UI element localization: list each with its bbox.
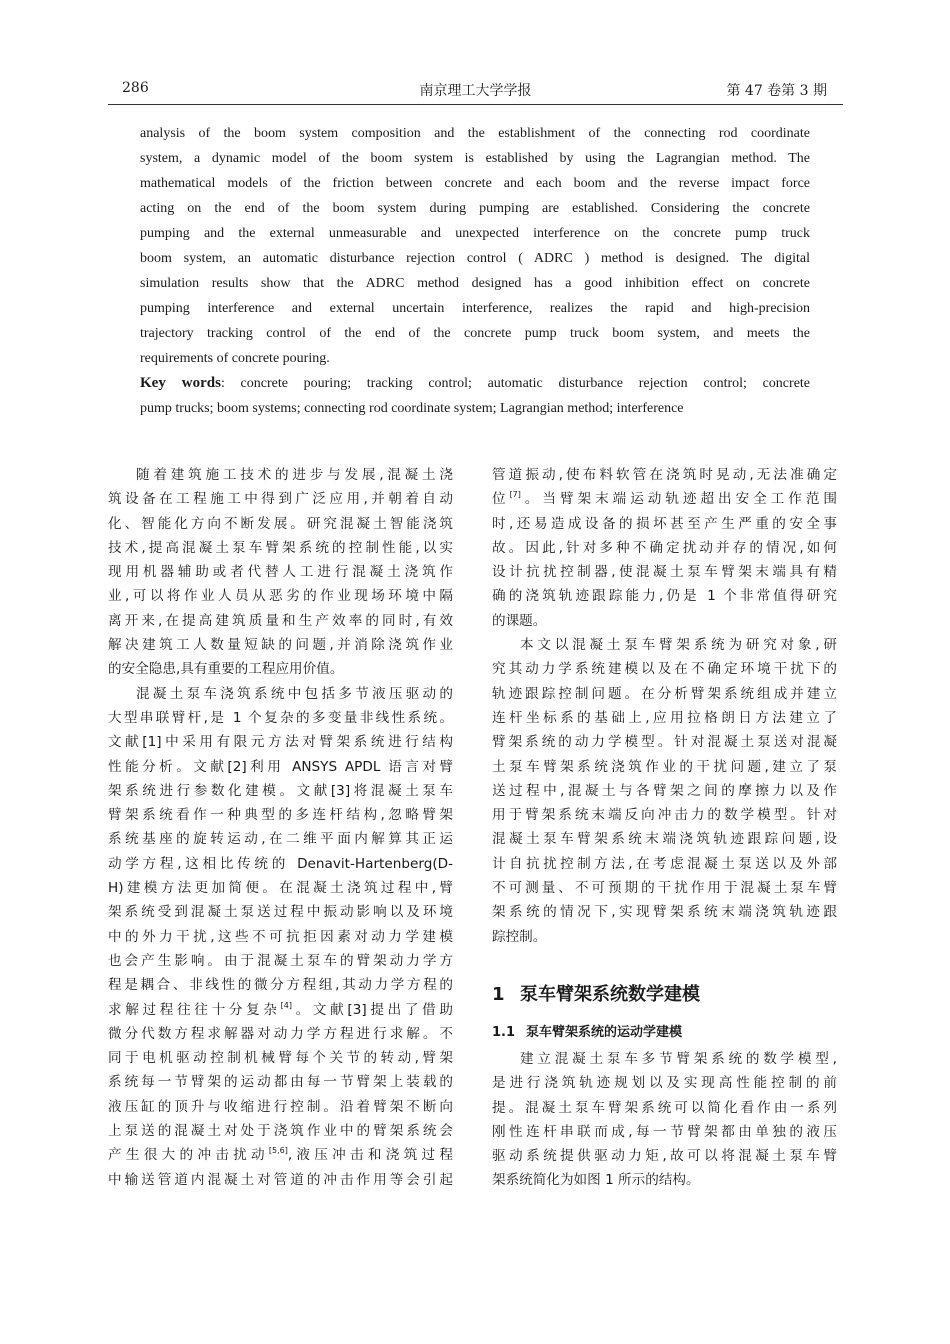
body-line: 设计抗扰控制器,使混凝土泵车臂架末端具有精 xyxy=(492,564,837,581)
body-line: 提。混凝土泵车臂架系统可以简化看作由一系列 xyxy=(492,1099,837,1116)
body-line xyxy=(108,1143,453,1167)
keywords-label: Key words xyxy=(140,375,221,391)
keywords-line-2: pump trucks; boom systems; connecting rod coordinate system; Lagrangian method; interference xyxy=(140,401,684,416)
body-line: 故。因此,针对多种不确定扰动并存的情况,如何 xyxy=(492,539,837,556)
body-line: 的课题。 xyxy=(492,612,547,629)
subsection-number: 1.1 xyxy=(492,1024,516,1040)
body-line: 动学方程,这相比传统的 Denavit-Hartenberg(D- xyxy=(108,855,453,872)
body-line xyxy=(492,487,837,511)
body-line: 中的外力干扰,这些不可抗拒因素对动力学建模 xyxy=(108,928,453,945)
body-line: 性能分析。文献[2]利用 ANSYS APDL 语言对臂 xyxy=(108,758,453,775)
body-line: 计自抗扰控制方法,在考虑混凝土泵送以及外部 xyxy=(492,855,837,872)
body-line: 也会产生影响。由于混凝土泵车的臂架动力学方 xyxy=(108,952,453,969)
body-text: 位 xyxy=(492,491,510,508)
body-text: 。当臂架末端运动轨迹超出安全工作范围 xyxy=(520,491,838,508)
body-line: 架系统的情况下,实现臂架系统末端浇筑轨迹跟 xyxy=(492,904,837,921)
abstract-line: system, a dynamic model of the boom system is established by using the Lagrangian method. The xyxy=(140,151,810,166)
body-line: 轨迹跟踪控制问题。在分析臂架系统组成并建立 xyxy=(492,685,837,702)
body-line: 驱动系统提供驱动力矩,故可以将混凝土泵车臂 xyxy=(492,1148,837,1165)
body-line: 确的浇筑轨迹跟踪能力,仍是 1 个非常值得研究 xyxy=(492,588,837,605)
body-line: 臂架系统的动力学模型。针对混凝土泵送对混凝 xyxy=(492,734,837,751)
body-line: 混凝土泵车臂架系统末端浇筑轨迹跟踪问题,设 xyxy=(492,831,837,848)
page-number: 286 xyxy=(122,80,149,96)
abstract-line: requirements of concrete pouring. xyxy=(140,351,330,366)
citation-ref: [4] xyxy=(280,1000,292,1010)
abstract-line: analysis of the boom system composition and the establishment of the connecting rod coordinate xyxy=(140,126,810,141)
body-line: 建立混凝土泵车多节臂架系统的数学模型, xyxy=(520,1050,837,1067)
body-line: 的安全隐患,具有重要的工程应用价值。 xyxy=(108,661,344,678)
body-line: 同于电机驱动控制机械臂每个关节的转动,臂架 xyxy=(108,1050,453,1067)
body-text: 产生很大的冲击扰动 xyxy=(108,1147,269,1164)
page-header xyxy=(108,80,843,105)
body-line: 上泵送的混凝土对处于浇筑作业中的臂架系统会 xyxy=(108,1123,453,1140)
body-line: 连杆坐标系的基础上,应用拉格朗日方法建立了 xyxy=(492,709,837,726)
abstract-line: simulation results show that the ADRC method designed has a good inhibition effect on concrete xyxy=(140,276,810,291)
body-line: 时,还易造成设备的损坏甚至产生严重的安全事 xyxy=(492,515,837,532)
keywords-text: : concrete pouring; tracking control; automatic disturbance rejection control; concrete xyxy=(220,376,811,391)
body-line: 系统基座的旋转运动,在二维平面内解算其正运 xyxy=(108,831,453,848)
body-line: 微分代数方程求解器对动力学方程进行求解。不 xyxy=(108,1025,453,1042)
body-line: H)建模方法更加简便。在混凝土浇筑过程中,臂 xyxy=(108,880,453,897)
journal-name: 南京理工大学学报 xyxy=(419,83,532,99)
body-line: 业,可以将作业人员从恶劣的作业现场环境中隔 xyxy=(108,588,453,605)
body-line: 本文以混凝土泵车臂架系统为研究对象,研 xyxy=(520,637,837,654)
body-line: 文献[1]中采用有限元方法对臂架系统进行结构 xyxy=(108,734,453,751)
body-line: 离开来,在提高建筑质量和生产效率的同时,有效 xyxy=(108,612,453,629)
body-line: 架系统进行参数化建模。文献[3]将混凝土泵车 xyxy=(108,782,453,799)
body-line: 踪控制。 xyxy=(492,928,547,945)
body-line: 液压缸的顶升与收缩进行控制。沿着臂架不断向 xyxy=(108,1098,453,1115)
abstract-english xyxy=(140,121,810,421)
body-line: 架系统简化为如图 1 所示的结构。 xyxy=(492,1172,700,1189)
body-line: 程是耦合、非线性的微分方程组,其动力学方程的 xyxy=(108,977,453,994)
body-line xyxy=(108,998,453,1022)
section-number: 1 xyxy=(492,983,505,1005)
body-line: 架系统受到混凝土泵送过程中振动影响以及环境 xyxy=(108,904,453,921)
body-text: 。文献[3]提出了借助 xyxy=(291,1001,453,1018)
body-line: 土泵车臂架系统浇筑作业的干扰问题,建立了泵 xyxy=(492,758,837,775)
abstract-line: mathematical models of the friction between concrete and each boom and the reverse impact force xyxy=(140,176,810,191)
section-title: 泵车臂架系统数学建模 xyxy=(520,983,700,1005)
body-line: 刚性连杆串联而成,每一节臂架都由单独的液压 xyxy=(492,1123,837,1140)
body-line: 是进行浇筑轨迹规划以及实现高性能控制的前 xyxy=(492,1075,837,1092)
keywords-line xyxy=(140,371,810,396)
abstract-line: trajectory tracking control of the end of the concrete pump truck boom system, and meets the xyxy=(140,326,810,341)
abstract-line: acting on the end of the boom system during pumping are established. Considering the concrete xyxy=(140,201,810,216)
right-column xyxy=(492,463,837,1193)
abstract-line: boom system, an automatic disturbance rejection control ( ADRC ) method is designed. The digital xyxy=(140,251,810,266)
body-line: 技术,提高混凝土泵车臂架系统的控制性能,以实 xyxy=(108,539,453,556)
body-line: 臂架系统看作一种典型的多连杆结构,忽略臂架 xyxy=(108,807,453,824)
body-text: ,液压冲击和浇筑过程 xyxy=(287,1147,454,1164)
body-line: 送过程中,混凝土与各臂架之间的摩擦力以及作 xyxy=(492,782,837,799)
body-line: 不可测量、不可预期的干扰作用于混凝土泵车臂 xyxy=(492,880,837,897)
body-line: 中输送管道内混凝土对管道的冲击作用等会引起 xyxy=(108,1171,453,1188)
body-line: 解决建筑工人数量短缺的问题,并消除浇筑作业 xyxy=(108,637,453,654)
body-line: 系统每一节臂架的运动都由每一节臂架上装载的 xyxy=(108,1074,453,1091)
body-line: 究其动力学系统建模以及在不确定环境干扰下的 xyxy=(492,661,837,678)
body-text: 求解过程往往十分复杂 xyxy=(108,1001,281,1018)
body-line: 管道振动,使布料软管在浇筑时晃动,无法准确定 xyxy=(492,467,837,483)
section-heading xyxy=(492,975,837,1015)
left-column xyxy=(108,463,453,1192)
body-line: 用于臂架系统末端反向冲击力的数学模型。针对 xyxy=(492,807,837,824)
body-line: 随着建筑施工技术的进步与发展,混凝土浇 xyxy=(136,467,453,483)
citation-ref: [7] xyxy=(509,490,521,500)
issue-info: 第 47 卷第 3 期 xyxy=(726,83,827,99)
citation-ref: [5,6] xyxy=(268,1146,288,1156)
body-line: 筑设备在工程施工中得到广泛应用,并朝着自动 xyxy=(108,491,453,508)
abstract-line: pumping interference and external uncertain interference, realizes the rapid and high-precision xyxy=(140,301,810,316)
subsection-heading xyxy=(492,1019,837,1047)
abstract-line: pumping and the external unmeasurable and unexpected interference on the concrete pump truck xyxy=(140,226,810,241)
subsection-title: 泵车臂架系统的运动学建模 xyxy=(526,1024,683,1040)
body-line: 混凝土泵车浇筑系统中包括多节液压驱动的 xyxy=(136,685,453,702)
body-line: 现用机器辅助或者代替人工进行混凝土浇筑作 xyxy=(108,564,453,581)
body-line: 大型串联臂杆,是 1 个复杂的多变量非线性系统。 xyxy=(108,709,453,726)
body-line: 化、智能化方向不断发展。研究混凝土智能浇筑 xyxy=(108,515,453,532)
